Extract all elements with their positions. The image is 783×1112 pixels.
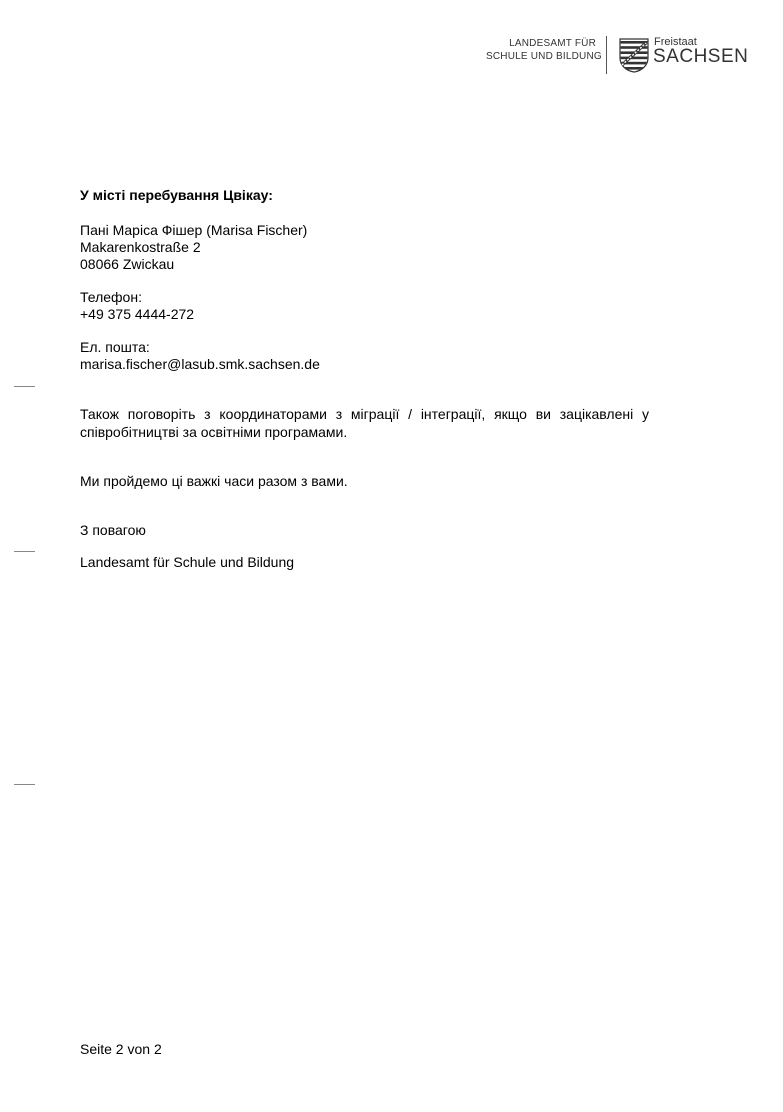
closing-salutation: З повагою [80,522,146,538]
state-label-large: SACHSEN [653,46,749,67]
contact-name: Пані Маріса Фішер (Marisa Fischer) [80,222,308,238]
signature: Landesamt für Schule und Bildung [80,554,295,570]
header-logo [486,36,749,76]
logo-divider [606,36,607,74]
fold-mark [14,386,35,387]
lasub-wordmark [486,37,602,63]
fold-mark [14,784,35,785]
contact-street: Makarenkostraße 2 [80,239,201,255]
phone-number: +49 375 4444-272 [80,306,195,322]
page-number: Seite 2 von 2 [80,1041,162,1057]
paragraph-line-2: співробітництві за освітніми програмами. [80,424,348,440]
saxony-crest-icon [619,38,649,73]
org-line-2: SCHULE UND BILDUNG [486,51,602,62]
email-address: marisa.fischer@lasub.smk.sachsen.de [80,356,320,372]
contact-city: 08066 Zwickau [80,256,175,272]
paragraph-line-1: Також поговоріть з координаторами з міграції / інтеграції, якщо ви зацікавлені у [80,406,649,422]
state-label-small: Freistaat [654,36,697,48]
together-sentence: Ми пройдемо ці важкі часи разом з вами. [80,473,348,489]
org-line-1: LANDESAMT FÜR [509,38,596,49]
phone-label: Телефон: [80,289,142,305]
email-label: Ел. пошта: [80,339,150,355]
coordinators-paragraph [80,405,649,441]
fold-mark [14,551,35,552]
contact-heading: У місті перебування Цвікау: [80,187,273,203]
